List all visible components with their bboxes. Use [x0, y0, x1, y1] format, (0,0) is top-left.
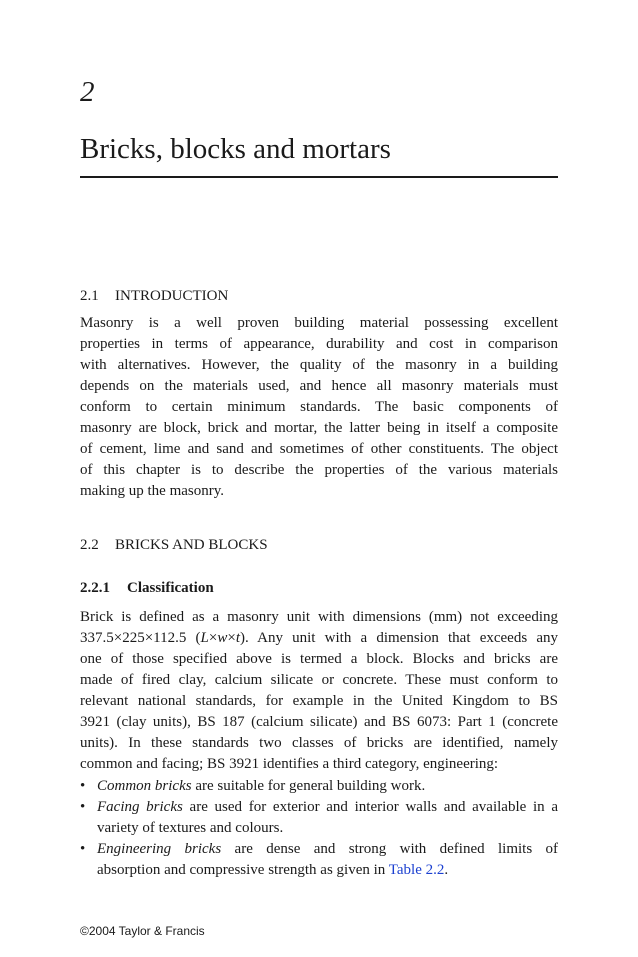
dimension-text-after: ). Any unit with a dimension that exceeds any [240, 630, 559, 646]
section-number: 2.1 [80, 288, 99, 304]
section-heading-bricks-and-blocks [80, 538, 268, 553]
dim-thickness: t [235, 630, 241, 646]
section-title: INTRODUCTION [115, 288, 229, 304]
chapter-title-rule [80, 176, 558, 178]
bullet-term: Engineering bricks [97, 841, 222, 857]
paragraph-line: of this chapter is to describe the properties of the various materials [80, 462, 558, 478]
chapter-title: Bricks, blocks and mortars [80, 133, 391, 165]
bullet-text-end: . [444, 862, 449, 878]
bullet-text: are suitable for general building work. [195, 778, 426, 794]
introduction-paragraph [80, 313, 558, 502]
section-title: BRICKS AND BLOCKS [115, 537, 268, 553]
paragraph-line: 3921 (clay units), BS 187 (calcium silicate) and BS 6073: Part 1 (concrete [80, 714, 558, 730]
table-reference-link[interactable]: Table 2.2 [388, 862, 445, 878]
paragraph-line: properties in terms of appearance, durability and cost in comparison [80, 336, 558, 352]
paragraph-line: made of fired clay, calcium silicate or concrete. These must conform to [80, 672, 558, 688]
chapter-number: 2 [80, 76, 95, 108]
paragraph-line: relevant national standards, for example in the United Kingdom to BS [80, 693, 558, 709]
paragraph-line: conform to certain minimum standards. The basic components of [80, 399, 558, 415]
bullet-text: are used for exterior and interior walls and available in a [189, 799, 558, 815]
section-number: 2.2 [80, 537, 99, 553]
paragraph-line: making up the masonry. [80, 483, 225, 499]
bullet-icon: • [80, 778, 86, 794]
bullet-line [97, 776, 558, 797]
subsection-number: 2.2.1 [80, 580, 110, 596]
dim-length: L [200, 630, 209, 646]
list-item-common-bricks [80, 776, 558, 797]
dimension-text: 337.5×225×112.5 ( [80, 630, 201, 646]
section-heading-introduction [80, 289, 228, 304]
subsection-heading-classification [80, 581, 214, 596]
bullet-line [97, 860, 558, 881]
paragraph-line: with alternatives. However, the quality of the masonry in a building [80, 357, 558, 373]
bullet-text: absorption and compressive strength as given in [97, 862, 386, 878]
bullet-line: variety of textures and colours. [97, 820, 284, 836]
paragraph-line: of cement, lime and sand and sometimes of other constituents. The object [80, 441, 558, 457]
bullet-term: Facing bricks [97, 799, 183, 815]
bullet-line [97, 797, 558, 818]
paragraph-line: depends on the materials used, and hence all masonry materials must [80, 378, 558, 394]
bullet-text: are dense and strong with defined limits of [234, 841, 559, 857]
brick-category-list [80, 776, 558, 881]
paragraph-line: one of those specified above is termed a block. Blocks and bricks are [80, 651, 558, 667]
copyright-footer: ©2004 Taylor & Francis [80, 924, 205, 938]
paragraph-line: Brick is defined as a masonry unit with dimensions (mm) not exceeding [80, 609, 558, 625]
list-item-facing-bricks [80, 797, 558, 839]
bullet-line [97, 839, 558, 860]
dim-width: w [217, 630, 228, 646]
paragraph-line: units). In these standards two classes of bricks are identified, namely [80, 735, 558, 751]
subsection-title: Classification [127, 580, 214, 596]
bullet-icon: • [80, 841, 86, 857]
list-item-engineering-bricks [80, 839, 558, 881]
times-sign: × [227, 630, 236, 646]
bullet-icon: • [80, 799, 86, 815]
paragraph-line: masonry are block, brick and mortar, the latter being in itself a composite [80, 420, 558, 436]
paragraph-line: common and facing; BS 3921 identifies a third category, engineering: [80, 756, 499, 772]
bullet-term: Common bricks [97, 778, 192, 794]
paragraph-line: Masonry is a well proven building material possessing excellent [80, 315, 558, 331]
classification-paragraph [80, 607, 558, 775]
times-sign: × [208, 630, 218, 646]
paragraph-line [80, 628, 558, 649]
